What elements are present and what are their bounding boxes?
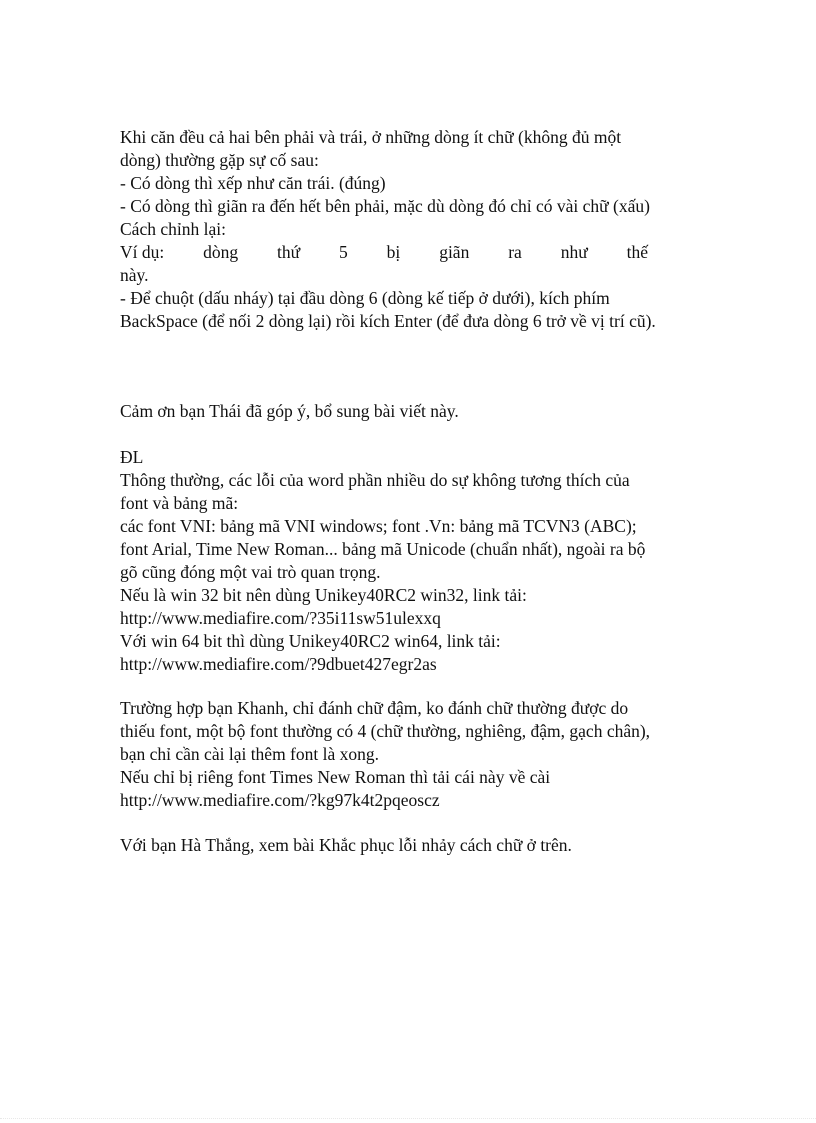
stretched-example-line bbox=[120, 241, 648, 264]
page-bottom-divider bbox=[0, 1118, 816, 1119]
bold-only-paragraph bbox=[120, 697, 700, 812]
text-line: - Để chuột (dấu nháy) tại đầu dòng 6 (dòng kế tiếp ở dưới), kích phím bbox=[120, 288, 610, 308]
text-line: Thông thường, các lỗi của word phần nhiều do sự không tương thích của bbox=[120, 470, 630, 490]
text-line: Khi căn đều cả hai bên phải và trái, ở những dòng ít chữ (không đủ một bbox=[120, 127, 622, 147]
text-line: Cảm ơn bạn Thái đã góp ý, bổ sung bài viết này. bbox=[120, 401, 459, 421]
example-word: 5 bbox=[339, 242, 348, 262]
example-word: Ví dụ: bbox=[120, 242, 165, 262]
text-line: Trường hợp bạn Khanh, chỉ đánh chữ đậm, ko đánh chữ thường được do bbox=[120, 698, 629, 718]
text-line: BackSpace (để nối 2 dòng lại) rồi kích Enter (để đưa dòng 6 trở về vị trí cũ). bbox=[120, 311, 656, 331]
example-word: thứ bbox=[277, 242, 301, 262]
thanks-paragraph bbox=[120, 400, 700, 423]
justify-issue-paragraph bbox=[120, 126, 700, 333]
example-word: ra bbox=[508, 242, 522, 262]
text-line: Cách chỉnh lại: bbox=[120, 219, 226, 239]
spacing-note-paragraph bbox=[120, 834, 700, 857]
text-line: dòng) thường gặp sự cố sau: bbox=[120, 150, 319, 170]
download-link-font[interactable]: http://www.mediafire.com/?kg97k4t2pqeoscz bbox=[120, 790, 440, 810]
text-line: thiếu font, một bộ font thường có 4 (chữ thường, nghiêng, đậm, gạch chân), bbox=[120, 721, 651, 741]
example-word: giãn bbox=[439, 242, 470, 262]
example-word: dòng bbox=[203, 242, 239, 262]
author-initials: ĐL bbox=[120, 447, 144, 467]
text-line: - Có dòng thì xếp như căn trái. (đúng) bbox=[120, 173, 386, 193]
text-line: - Có dòng thì giãn ra đến hết bên phải, mặc dù dòng đó chỉ có vài chữ (xấu) bbox=[120, 196, 650, 216]
text-line: các font VNI: bảng mã VNI windows; font .Vn: bảng mã TCVN3 (ABC); bbox=[120, 516, 637, 536]
text-line: font và bảng mã: bbox=[120, 493, 239, 513]
download-link-win32[interactable]: http://www.mediafire.com/?35i11sw51ulexxq bbox=[120, 608, 441, 628]
example-word: như bbox=[560, 242, 588, 262]
text-line: gõ cũng đóng một vai trò quan trọng. bbox=[120, 562, 381, 582]
font-encoding-paragraph bbox=[120, 446, 700, 676]
text-line: này. bbox=[120, 265, 149, 285]
text-line: Với win 64 bit thì dùng Unikey40RC2 win64, link tải: bbox=[120, 631, 501, 651]
example-word: thế bbox=[626, 242, 648, 262]
text-line: Nếu chỉ bị riêng font Times New Roman thì tải cái này về cài bbox=[120, 767, 551, 787]
download-link-win64[interactable]: http://www.mediafire.com/?9dbuet427egr2as bbox=[120, 654, 437, 674]
text-line: Với bạn Hà Thắng, xem bài Khắc phục lỗi nhảy cách chữ ở trên. bbox=[120, 835, 572, 855]
text-line: Nếu là win 32 bit nên dùng Unikey40RC2 win32, link tải: bbox=[120, 585, 527, 605]
text-line: font Arial, Time New Roman... bảng mã Unicode (chuẩn nhất), ngoài ra bộ bbox=[120, 539, 646, 559]
example-word: bị bbox=[386, 242, 401, 262]
text-line: bạn chỉ cần cài lại thêm font là xong. bbox=[120, 744, 380, 764]
